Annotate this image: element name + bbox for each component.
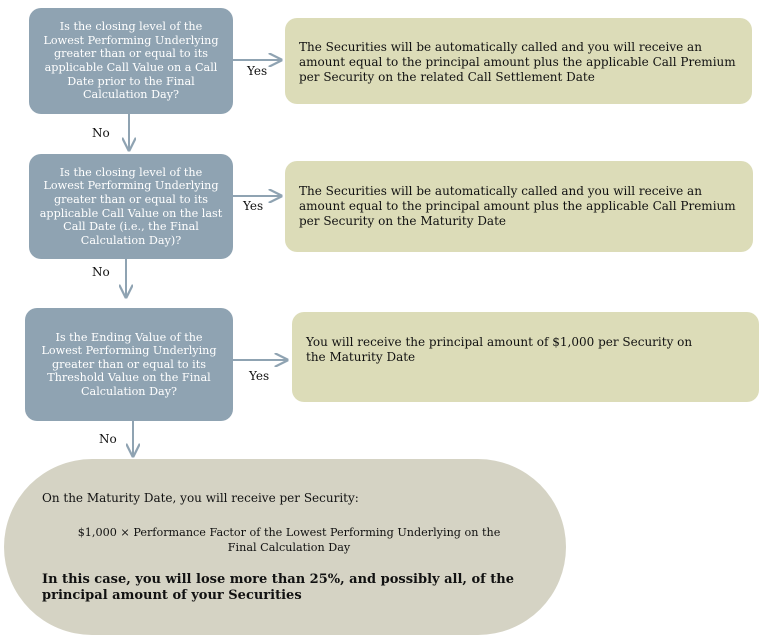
yes-label-3: Yes	[249, 369, 270, 383]
outcome-3-text: You will receive the principal amount of $1,000 per Security on the Maturity Date	[306, 335, 693, 364]
outcome-2-box	[285, 161, 753, 252]
final-formula: $1,000 × Performance Factor of the Lowest Performing Underlying on the Final Calculation Day	[77, 526, 501, 554]
final-warning: In this case, you will lose more than 25%, and possibly all, of the principal amount of your Securities	[42, 572, 514, 603]
question-3-box	[25, 308, 233, 421]
yes-label-2: Yes	[243, 199, 264, 213]
question-1-text: Is the closing level of the Lowest Performing Underlying greater than or equal to its applicable Call Value on a Call Date prior to the Final Calculation Day?	[43, 20, 219, 102]
question-3-text: Is the Ending Value of the Lowest Performing Underlying greater than or equal to its Threshold Value on the Final Calculation Day?	[41, 330, 217, 398]
outcome-3-box	[292, 312, 759, 402]
yes-label-1: Yes	[247, 64, 268, 78]
outcome-1-box	[285, 18, 752, 104]
no-label-3: No	[99, 432, 117, 446]
final-intro: On the Maturity Date, you will receive per Security:	[42, 491, 359, 505]
question-2-text: Is the closing level of the Lowest Performing Underlying greater than or equal to its applicable Call Value on the last Call Date (i.e., the Final Calculation Day)?	[39, 165, 223, 247]
question-2-box	[29, 154, 233, 259]
no-label-2: No	[92, 265, 110, 279]
final-outcome-box	[4, 459, 566, 635]
question-1-box	[29, 8, 233, 114]
no-label-1: No	[92, 126, 110, 140]
outcome-2-text: The Securities will be automatically called and you will receive an amount equal to the principal amount plus the applicable Call Premium per Security on the Maturity Date	[299, 184, 736, 228]
outcome-1-text: The Securities will be automatically called and you will receive an amount equal to the principal amount plus the applicable Call Premium per Security on the related Call Settlement Date	[299, 40, 736, 84]
